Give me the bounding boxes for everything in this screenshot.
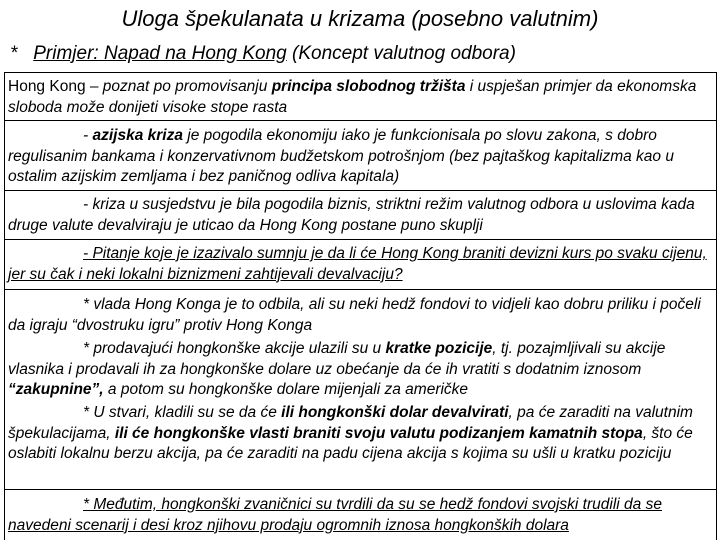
subtitle-bullet: * xyxy=(10,43,18,64)
text: , tj. pozajmljivali su akcije vlasnika i prodavali ih za hongkonške dolare uz obećanje da će ih vratiti s dodatnim iznosom xyxy=(8,340,666,378)
divider xyxy=(4,289,716,290)
text: , pa će zaraditi na valutnim špekulacijama, xyxy=(8,404,693,442)
divider xyxy=(4,190,716,191)
text: * U stvari, kladili su se da će xyxy=(83,404,282,421)
text: , što će oslabiti lokalnu berzu akcija, pa će zaraditi na padu cijena akcija s kojima su ušli u kratku poziciju xyxy=(8,424,693,462)
frame-right-line xyxy=(716,72,717,540)
divider xyxy=(4,489,716,490)
paragraph-asian-crisis xyxy=(8,126,716,188)
paragraph-government-refused: * vlada Hong Konga je to odbila, ali su neki hedž fondovi to vidjeli kao dobru priliku i počeli da igraju “dvostruku igru” protiv Hong Konga xyxy=(8,296,701,334)
slide-title: Uloga špekulanata u krizama (posebno valutnim) xyxy=(121,6,599,31)
frame-left-line xyxy=(4,72,5,540)
paragraph-question: - Pitanje koje je izazivalo sumnju je da li će Hong Kong braniti devizni kurs po svaku cijenu, jer su čak i neki lokalni biznizmeni zahtijevali devalvaciju? xyxy=(8,245,707,283)
bold-text: principa slobodnog tržišta xyxy=(271,78,466,95)
slide-subtitle xyxy=(10,42,710,66)
bold-text: ili hongkonški dolar devalvirati xyxy=(281,404,509,421)
paragraph-hong-kong xyxy=(8,77,716,118)
paragraph-neighbourhood-crisis: - kriza u susjedstvu je bila pogodila biznis, striktni režim valutnog odbora u uslovima kada druge valute devalviraju je uticao da Hong Kong postane puno skuplji xyxy=(8,196,695,234)
bold-text: ili će hongkonške vlasti braniti svoju valutu podizanjem kamatnih stopa xyxy=(114,424,643,442)
paragraph-officials-claimed: * Međutim, hongkonški zvaničnici su tvrdili da su se hedž fondovi svojski trudili da se navedeni scenarij i desi kroz njihovu prodaju ogromnih iznosa hongkonških dolara xyxy=(8,496,662,534)
paragraph-short-positions xyxy=(8,339,716,401)
text: je pogodila ekonomiju iako je funkcionisala po slovu zakona, s dobro regulisanim bankama i konzervativnom budžetskom potrošnjom (bez pajtaškog kapitalizma kao u ostalim azijskim zemljama i bez paničnog odliva kapitala) xyxy=(8,127,674,185)
subtitle-rest: (Koncept valutnog odbora) xyxy=(286,43,516,64)
divider xyxy=(4,120,716,121)
text: – poznat po promovisanju xyxy=(85,78,272,95)
text: i uspješan primjer da ekonomska sloboda može donijeti visoke stope rasta xyxy=(8,78,697,116)
bold-text: azijska kriza xyxy=(92,127,183,144)
bold-text: kratke pozicije xyxy=(385,340,493,357)
paragraph-bet xyxy=(8,403,716,465)
subtitle-underlined: Primjer: Napad na Hong Kong xyxy=(33,43,287,64)
text: a potom su hongkonške dolare mijenjali za američke xyxy=(103,381,469,398)
text: - xyxy=(83,127,93,144)
bold-text: “zakupnine”, xyxy=(8,381,104,398)
hong-kong-label: Hong Kong xyxy=(8,78,86,95)
text: * prodavajući hongkonške akcije ulazili su u xyxy=(83,340,386,357)
frame-top-line xyxy=(4,72,716,73)
divider xyxy=(4,239,716,240)
